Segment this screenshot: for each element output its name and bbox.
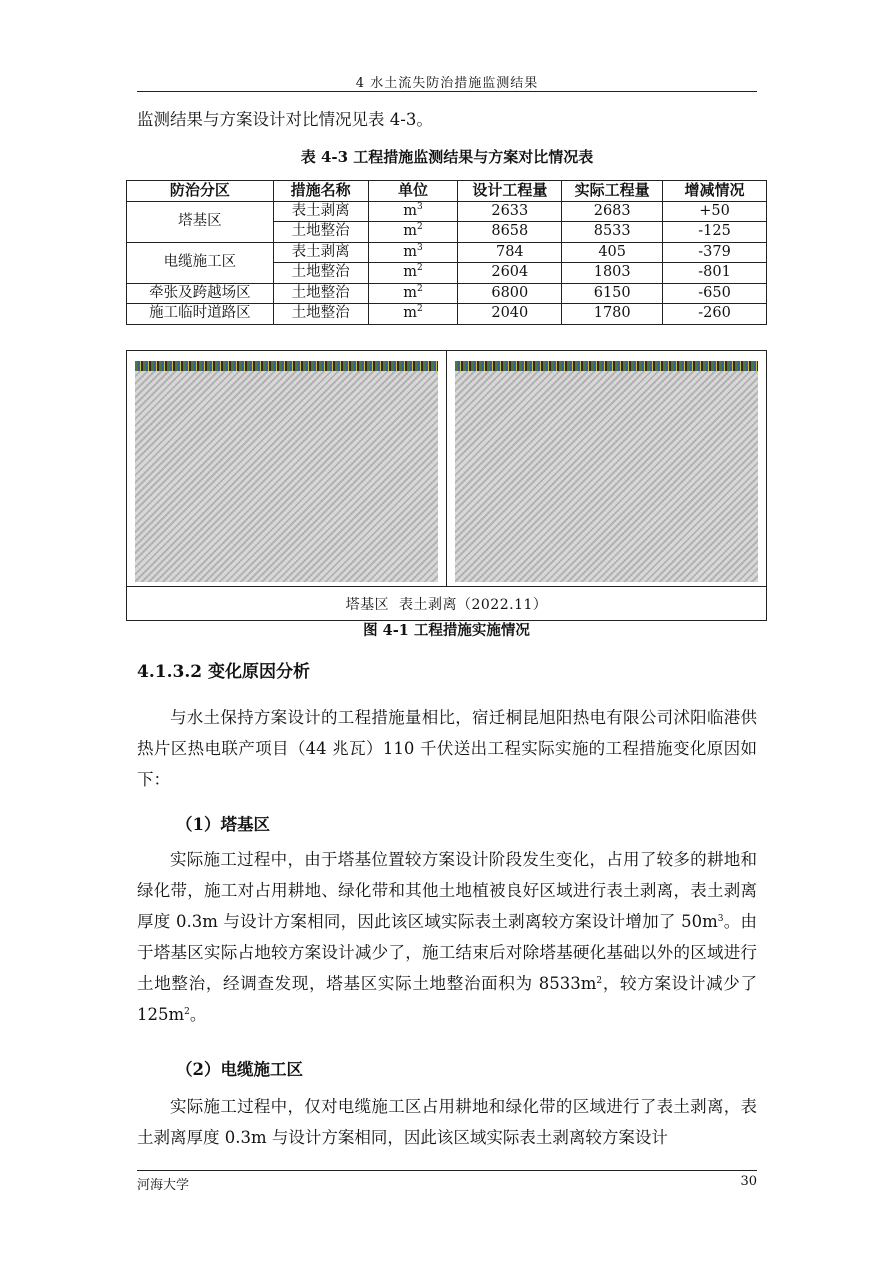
col-header-zone: 防治分区 <box>127 181 274 202</box>
design-cell: 2604 <box>458 263 562 284</box>
table-row <box>127 242 767 263</box>
design-cell: 6800 <box>458 283 562 304</box>
table-header-row <box>127 181 767 202</box>
unit-cell: $m^2$ <box>368 283 458 304</box>
design-cell: 8658 <box>458 222 562 243</box>
table-caption: 表 4-3 工程措施监测结果与方案对比情况表 <box>300 148 594 166</box>
measure-cell: 土地整治 <box>273 263 368 284</box>
figure-photo-cell-left <box>127 351 447 586</box>
header-rule <box>137 91 757 92</box>
table-row <box>127 304 767 325</box>
col-header-design: 设计工程量 <box>458 181 562 202</box>
subheading-cable-area: （2）电缆施工区 <box>176 1060 303 1079</box>
site-photo-left <box>135 361 438 582</box>
intro-text: 监测结果与方案设计对比情况见表 4-3。 <box>137 110 433 129</box>
actual-cell: 8533 <box>562 222 663 243</box>
change-cell: -379 <box>663 242 767 263</box>
figure-subcaption: 塔基区 表土剥离（2022.11） <box>345 597 548 613</box>
page-number: 30 <box>740 1174 757 1189</box>
section-heading: 4.1.3.2 变化原因分析 <box>137 662 310 682</box>
body-paragraph-2: 实际施工过程中，由于塔基位置较方案设计阶段发生变化，占用了较多的耕地和绿化带，施工对占用耕地、绿化带和其他土地植被良好区域进行表土剥离，表土剥离厚度 0.3m 与设计方案相同，因此该区域实际表土剥离较方案设计增加了 $50m^3$。由于塔基区实际占地较方案设计减少了，施工结束后对除塔基硬化基础以外的区域进行土地整治，经调查发现，塔基区实际土地整治面积为 $8533m^2$，较方案设计减少了 $125m^2$。 <box>137 850 758 1024</box>
design-cell: 784 <box>458 242 562 263</box>
table-row <box>127 283 767 304</box>
figure-divider <box>127 586 766 587</box>
figure-photo-cell-right <box>447 351 766 586</box>
col-header-unit: 单位 <box>368 181 458 202</box>
actual-cell: 6150 <box>562 283 663 304</box>
site-photo-right <box>455 361 758 582</box>
unit-cell: $m^2$ <box>368 304 458 325</box>
zone-cell: 塔基区 <box>127 201 274 242</box>
col-header-change: 增减情况 <box>663 181 767 202</box>
table-row <box>127 201 767 222</box>
measures-table <box>126 180 767 325</box>
measure-cell: 土地整治 <box>273 222 368 243</box>
figure-frame <box>126 350 767 621</box>
actual-cell: 1803 <box>562 263 663 284</box>
footer-institution: 河海大学 <box>137 1178 190 1193</box>
change-cell: -650 <box>663 283 767 304</box>
change-cell: -125 <box>663 222 767 243</box>
footer-rule <box>137 1170 757 1171</box>
unit-cell: $m^2$ <box>368 222 458 243</box>
change-cell: +50 <box>663 201 767 222</box>
change-cell: -260 <box>663 304 767 325</box>
actual-cell: 1780 <box>562 304 663 325</box>
running-header: 4 水土流失防治措施监测结果 <box>355 76 539 91</box>
measure-cell: 土地整治 <box>273 304 368 325</box>
col-header-actual: 实际工程量 <box>562 181 663 202</box>
design-cell: 2633 <box>458 201 562 222</box>
unit-cell: $m^3$ <box>368 242 458 263</box>
actual-cell: 405 <box>562 242 663 263</box>
measure-cell: 表土剥离 <box>273 242 368 263</box>
body-paragraph-3: 实际施工过程中，仅对电缆施工区占用耕地和绿化带的区域进行了表土剥离，表土剥离厚度 0.3m 与设计方案相同，因此该区域实际表土剥离较方案设计 <box>137 1097 757 1147</box>
zone-cell: 电缆施工区 <box>127 242 274 283</box>
design-cell: 2040 <box>458 304 562 325</box>
subheading-tower-base: （1）塔基区 <box>176 815 270 834</box>
zone-cell: 施工临时道路区 <box>127 304 274 325</box>
measure-cell: 土地整治 <box>273 283 368 304</box>
figure-caption: 图 4-1 工程措施实施情况 <box>363 622 530 639</box>
actual-cell: 2683 <box>562 201 663 222</box>
change-cell: -801 <box>663 263 767 284</box>
body-paragraph-1: 与水土保持方案设计的工程措施量相比，宿迁桐昆旭阳热电有限公司沭阳临港供热片区热电联产项目（44 兆瓦）110 千伏送出工程实际实施的工程措施变化原因如下： <box>137 708 757 789</box>
measure-cell: 表土剥离 <box>273 201 368 222</box>
unit-cell: $m^3$ <box>368 201 458 222</box>
zone-cell: 牵张及跨越场区 <box>127 283 274 304</box>
col-header-measure: 措施名称 <box>273 181 368 202</box>
unit-cell: $m^2$ <box>368 263 458 284</box>
